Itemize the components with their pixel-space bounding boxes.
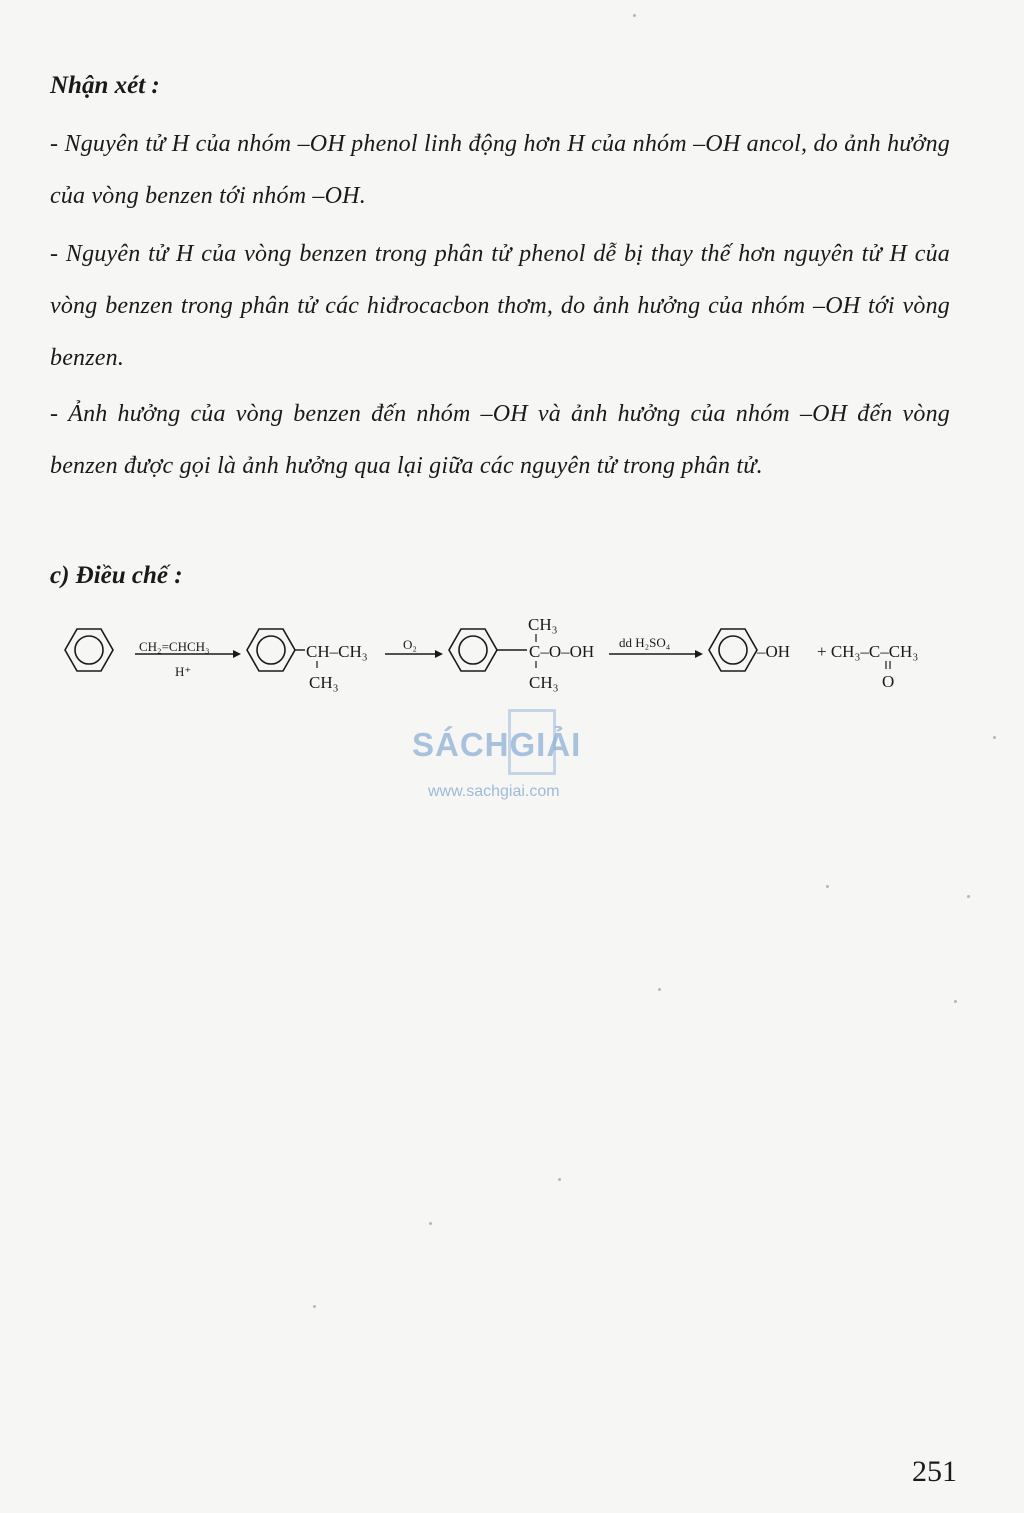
cumene-process-reaction (55, 610, 975, 705)
cumene-branch: CH₃ (309, 673, 339, 692)
benzene-ring-icon (449, 629, 497, 671)
reaction-scheme (55, 610, 975, 705)
arrow-head-icon (233, 650, 241, 658)
step3-reagent: dd H₂SO₄ (619, 635, 671, 650)
step1-reagent: CH₂=CHCH₃ (139, 639, 210, 654)
cumene-chain: CH–CH₃ (306, 642, 368, 661)
product-acetone-oxygen: O (882, 672, 895, 691)
remark-point-1: - Nguyên tử H của nhóm –OH phenol linh động hơn H của nhóm –OH ancol, do ảnh hưởng của vòng benzen tới nhóm –OH. (50, 131, 950, 209)
watermark-url: www.sachgiai.com (428, 783, 560, 800)
paper-speck (993, 736, 996, 739)
page-number: 251 (912, 1455, 957, 1488)
paper-speck (313, 1305, 316, 1308)
hydroperoxide-chain: C–O–OH (529, 642, 595, 661)
step2-reagent: O₂ (403, 637, 417, 652)
paper-speck (633, 14, 636, 17)
paper-speck (429, 1222, 432, 1225)
watermark-brand: SÁCHGIẢI (412, 726, 582, 763)
product-phenol: –OH (757, 642, 791, 661)
paper-speck (826, 885, 829, 888)
paper-speck (558, 1178, 561, 1181)
arrow-head-icon (435, 650, 443, 658)
remark-point-2: - Nguyên tử H của vòng benzen trong phân tử phenol dễ bị thay thế hơn nguyên tử H của vòng benzen trong phân tử các hiđrocacbon thơm, do ảnh hưởng của nhóm –OH tới vòng benzen. (50, 241, 950, 371)
benzene-ring-icon (65, 629, 113, 671)
benzene-ring-icon (247, 629, 295, 671)
preparation-heading: c) Điều chế : (50, 562, 183, 589)
watermark (400, 706, 630, 806)
hydroperoxide-top: CH₃ (528, 615, 558, 634)
benzene-ring-icon (709, 629, 757, 671)
paper-speck (967, 895, 970, 898)
step1-condition: H⁺ (175, 664, 192, 679)
arrow-head-icon (695, 650, 703, 658)
paper-speck (658, 988, 661, 991)
remarks-heading: Nhận xét : (50, 72, 160, 99)
hydroperoxide-bottom: CH₃ (529, 673, 559, 692)
remark-point-3: - Ảnh hưởng của vòng benzen đến nhóm –OH và ảnh hưởng của nhóm –OH đến vòng benzen được gọi là ảnh hưởng qua lại giữa các nguyên tử trong phân tử. (50, 401, 950, 479)
product-acetone: + CH₃–C–CH₃ (817, 642, 919, 661)
paper-speck (954, 1000, 957, 1003)
